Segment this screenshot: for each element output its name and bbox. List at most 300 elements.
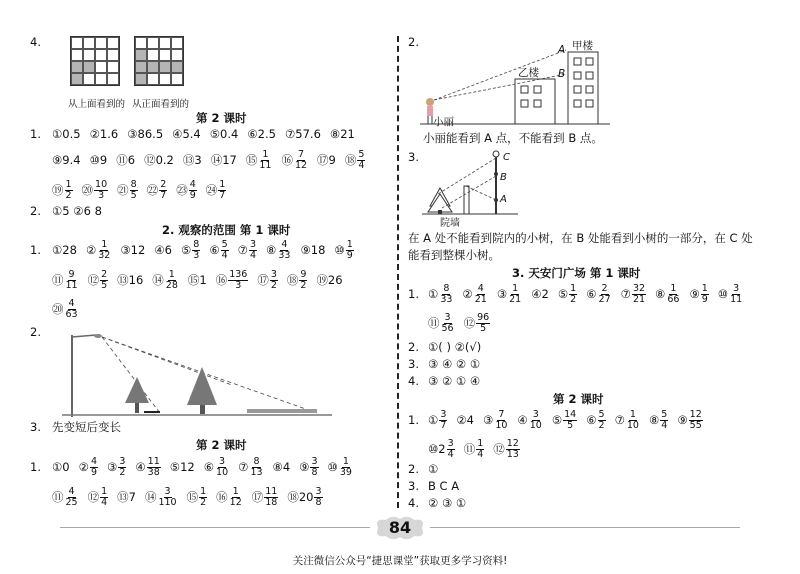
tree-icon <box>187 367 217 414</box>
answer-row <box>408 490 466 516</box>
grid-cell <box>95 73 107 85</box>
answer-item <box>299 457 318 478</box>
grid-cell <box>171 49 183 61</box>
footer-rule <box>60 527 370 528</box>
fraction <box>258 150 272 171</box>
fraction <box>189 180 197 201</box>
denominator: 4 <box>249 249 257 261</box>
answer-row <box>52 484 332 510</box>
answer-index: ② <box>85 243 97 257</box>
answer-index: ⑧4 <box>272 460 291 474</box>
denominator: 9 <box>189 189 196 201</box>
grid-cell <box>71 61 83 73</box>
fraction <box>100 487 108 508</box>
numerator: 5 <box>598 408 605 420</box>
fraction <box>65 270 79 291</box>
point-a: A <box>558 44 566 56</box>
answer-index: ⑩ <box>717 287 729 301</box>
answer-item <box>689 284 708 305</box>
numerator: 1 <box>570 282 577 294</box>
answer-item <box>316 272 342 288</box>
denominator: 3 <box>235 279 242 291</box>
answer-index: ⑮ <box>186 490 199 504</box>
denominator: 12 <box>294 159 308 171</box>
fraction <box>569 284 577 305</box>
numerator: 3 <box>119 455 126 467</box>
grid-cell <box>83 49 95 61</box>
section-title: 第 2 课时 <box>553 392 604 406</box>
answer-index: ⑮ <box>245 153 258 167</box>
answer-item <box>216 270 249 291</box>
answer-item <box>428 410 447 431</box>
point-c: C <box>503 152 510 163</box>
fraction <box>270 270 278 291</box>
answer-index: ① <box>428 413 439 427</box>
answer-row <box>408 368 480 394</box>
numerator: 8 <box>443 282 450 294</box>
answer-item <box>120 243 145 257</box>
denominator: 2 <box>598 419 605 431</box>
answer-item <box>464 439 485 460</box>
answer-index: ⑰ <box>257 273 269 287</box>
answer-item <box>586 410 605 431</box>
grid-cell <box>135 73 147 85</box>
fraction <box>264 487 278 508</box>
answer-index: ⑯ <box>215 273 228 287</box>
section-title: 第 2 课时 <box>196 111 247 125</box>
question-number: 1. <box>408 287 419 301</box>
answer-item <box>287 487 322 508</box>
answer-item <box>252 487 279 508</box>
grid-cell <box>95 37 107 49</box>
answer-item: ⑨9.4 <box>52 153 81 167</box>
question-number: 1. <box>408 413 419 427</box>
answer-item: ⑭17 <box>210 153 237 167</box>
numerator: 1 <box>346 238 353 250</box>
person-label: 小丽 <box>433 116 454 128</box>
fraction <box>249 457 263 478</box>
fraction <box>598 284 612 305</box>
answer-index: ③ <box>483 413 494 427</box>
answer-index: ⑥ <box>209 243 220 257</box>
grid-cell <box>171 61 183 73</box>
denominator: 11 <box>730 293 743 305</box>
numerator: 3 <box>164 485 171 497</box>
numerator: 8 <box>193 238 200 250</box>
numerator: 5 <box>661 408 668 420</box>
fraction <box>626 410 640 431</box>
page-number: 84 <box>388 518 412 537</box>
answer-index: ⑱20 <box>287 490 314 504</box>
numerator: 8 <box>253 455 260 467</box>
numerator: 4 <box>281 238 288 250</box>
answer-index: ⑦ <box>237 243 248 257</box>
denominator: 21 <box>474 293 487 305</box>
answer-text: ② ③ ① <box>428 496 467 510</box>
numerator: 32 <box>632 282 646 294</box>
denominator: 56 <box>441 322 454 334</box>
answer-row <box>428 310 499 336</box>
denominator: 10 <box>529 419 542 431</box>
answer-item <box>273 460 291 474</box>
denominator: 28 <box>165 279 178 291</box>
numerator: 14 <box>564 408 577 420</box>
answer-item <box>621 284 646 305</box>
numerator: 12 <box>506 437 519 449</box>
numerator: 11 <box>147 455 160 467</box>
fraction <box>632 284 646 305</box>
answer-item <box>135 457 160 478</box>
question-number: 2. <box>408 462 419 476</box>
grid-cell <box>135 49 147 61</box>
denominator: 3 <box>193 249 200 261</box>
answer-item: ⑦57.6 <box>284 127 321 141</box>
answer-item <box>266 240 291 261</box>
grid-cell <box>147 73 159 85</box>
fraction <box>299 270 307 291</box>
q3-label: 3. <box>408 150 419 164</box>
fraction <box>228 270 248 291</box>
answer-item <box>246 150 273 171</box>
denominator: 110 <box>158 496 177 508</box>
fraction <box>65 487 79 508</box>
denominator: 4 <box>661 419 668 431</box>
numerator: 8 <box>130 178 137 190</box>
answer-item <box>187 487 208 508</box>
question-number: 3. <box>408 357 419 371</box>
grid-cell <box>83 61 95 73</box>
answer-row <box>30 198 102 224</box>
answer-item <box>649 410 668 431</box>
question-number: 1. <box>30 460 41 474</box>
grid-cell <box>147 61 159 73</box>
answer-index: ⑦ <box>614 413 625 427</box>
denominator: 10 <box>216 466 229 478</box>
fraction <box>476 313 490 334</box>
fraction <box>474 284 488 305</box>
answer-index: ③ <box>107 460 118 474</box>
section-title: 3. 天安门广场 第 1 课时 <box>512 266 641 280</box>
answer-index: ⑪ <box>52 490 64 504</box>
numerator: 1 <box>701 282 708 294</box>
answer-index: ② <box>462 287 473 301</box>
answer-index: ⑪ <box>52 273 64 287</box>
denominator: 4 <box>101 496 108 508</box>
answer-index: ⑥ <box>586 413 597 427</box>
answer-row <box>52 147 374 173</box>
denominator: 4 <box>221 249 228 261</box>
answer-index: ⑨ <box>299 460 310 474</box>
numerator: 4 <box>477 282 484 294</box>
answer-item <box>257 270 278 291</box>
denominator: 10 <box>626 419 639 431</box>
front-view-grid <box>134 36 184 86</box>
answer-index: ②4 <box>456 413 474 427</box>
building-b <box>515 79 555 124</box>
answer-index: ㉒ <box>146 183 159 197</box>
fraction <box>192 240 200 261</box>
answer-item <box>206 180 227 201</box>
grid-cell <box>83 73 95 85</box>
answer-index: ⑫ <box>463 316 476 330</box>
page-number-badge <box>370 514 430 542</box>
answer-item <box>655 284 680 305</box>
fraction <box>494 410 508 431</box>
numerator: 1 <box>629 408 636 420</box>
denominator: 9 <box>346 249 353 261</box>
lamp-icon <box>94 334 102 338</box>
grid-cell <box>107 61 119 73</box>
denominator: 2 <box>300 279 307 291</box>
fraction <box>506 439 520 460</box>
footer-text: 关注微信公众号“捷思课堂”获取更多学习资料! <box>292 555 508 567</box>
answer-item: ⑤0.4 <box>209 127 239 141</box>
answer-index: ⑫ <box>87 273 100 287</box>
answer-index: ⑱ <box>286 273 299 287</box>
answer-index: ⑰9 <box>317 153 336 167</box>
fraction <box>729 284 743 305</box>
column-divider <box>397 36 399 508</box>
numerator: 3 <box>733 282 740 294</box>
fraction <box>130 180 138 201</box>
answer-index: ⑫ <box>87 490 100 504</box>
answer-item <box>334 240 353 261</box>
answer-item <box>428 284 453 305</box>
question-number: 2. <box>408 340 419 354</box>
answer-row <box>30 414 121 440</box>
q2-answer: 小丽能看到 A 点，不能看到 B 点。 <box>423 131 603 145</box>
answer-index: ⑤ <box>551 413 563 427</box>
answer-item <box>552 410 577 431</box>
q3-answer-line1: 在 A 处不能看到院内的小树，在 B 处能看到小树的一部分，在 C 处 <box>408 231 753 245</box>
q2-label: 2. <box>408 35 419 49</box>
grid-cell <box>171 73 183 85</box>
answer-item: ①0.5 <box>52 127 81 141</box>
question-number: 1. <box>30 243 41 257</box>
answer-item <box>117 180 138 201</box>
denominator: 33 <box>440 293 453 305</box>
point-b: B <box>558 68 566 80</box>
denominator: 2 <box>65 189 72 201</box>
streetlight-diagram <box>62 325 337 420</box>
answer-row <box>52 296 88 322</box>
numerator: 7 <box>297 148 304 160</box>
answer-text: ①5 ②6 8 <box>52 204 102 218</box>
numerator: 3 <box>249 238 257 250</box>
answer-item: ②1.6 <box>89 127 119 141</box>
answer-index: ⑪ <box>463 442 476 456</box>
denominator: 27 <box>598 293 611 305</box>
numerator: 1 <box>670 282 677 294</box>
fraction <box>666 284 680 305</box>
numerator: 3 <box>444 311 451 323</box>
answer-item <box>88 270 109 291</box>
answer-item <box>188 272 207 288</box>
answer-index: ③12 <box>120 243 146 257</box>
denominator: 7 <box>160 189 167 201</box>
answer-item <box>558 284 577 305</box>
building-b-label: 乙楼 <box>518 67 539 79</box>
answer-index: ⑧ <box>648 413 660 427</box>
answer-item <box>86 240 111 261</box>
answer-index: ⑨ <box>689 287 700 301</box>
front-view-caption: 从正面看到的 <box>132 99 190 110</box>
numerator: 4 <box>90 455 97 467</box>
denominator: 2 <box>570 293 577 305</box>
denominator: 3 <box>98 189 105 201</box>
question-number: 3. <box>30 420 41 434</box>
numerator: 3 <box>447 437 454 449</box>
denominator: 13 <box>250 466 263 478</box>
answer-item <box>345 150 366 171</box>
answer-item <box>718 284 743 305</box>
fraction <box>147 457 161 478</box>
answer-index: ⑦ <box>238 460 249 474</box>
answer-index: ⑯ <box>216 490 228 504</box>
answer-index: ⑨18 <box>300 243 326 257</box>
numerator: 136 <box>229 268 248 280</box>
answer-item <box>117 272 143 288</box>
denominator: 39 <box>339 466 352 478</box>
denominator: 9 <box>701 293 708 305</box>
answer-item: ⑪6 <box>116 153 136 167</box>
wall <box>464 186 469 214</box>
numerator: 1 <box>342 455 349 467</box>
answer-item <box>493 439 520 460</box>
numerator: 5 <box>358 148 365 160</box>
grid-cell <box>107 37 119 49</box>
answer-item <box>300 243 325 257</box>
denominator: 11 <box>259 159 272 171</box>
grid-cell <box>171 37 183 49</box>
fraction <box>439 410 447 431</box>
fraction <box>229 487 243 508</box>
answer-index: ①0 <box>52 460 70 474</box>
q3-answer-line2: 能看到整棵小树。 <box>408 248 500 262</box>
answer-item: ⑥2.5 <box>247 127 276 141</box>
answer-item <box>152 270 179 291</box>
numerator: 2 <box>160 178 167 190</box>
fraction <box>277 240 291 261</box>
building-a-label: 甲楼 <box>572 40 593 52</box>
denominator: 33 <box>278 249 291 261</box>
denominator: 11 <box>65 279 78 291</box>
answer-index: ⑧ <box>655 287 666 301</box>
answer-index: ㉓ <box>176 183 188 197</box>
answer-text: ①( ) ②(√) <box>428 340 482 354</box>
fraction <box>157 487 177 508</box>
denominator: 5 <box>480 322 487 334</box>
answer-index: ⑪ <box>428 316 440 330</box>
answer-item <box>154 243 172 257</box>
answer-item <box>52 270 79 291</box>
numerator: 4 <box>68 297 75 309</box>
answer-item <box>287 270 308 291</box>
answer-item <box>176 180 197 201</box>
answer-item <box>615 410 640 431</box>
fraction <box>346 240 354 261</box>
answer-item <box>170 460 195 474</box>
answer-row <box>30 454 362 480</box>
answer-item <box>79 457 98 478</box>
answer-index: ⑬7 <box>117 490 136 504</box>
numerator: 11 <box>265 485 278 497</box>
answer-item <box>464 313 491 334</box>
denominator: 5 <box>130 189 137 201</box>
grid-cell <box>135 37 147 49</box>
denominator: 4 <box>358 159 365 171</box>
answer-item <box>328 457 353 478</box>
answer-index: ⑧ <box>266 243 277 257</box>
numerator: 1 <box>168 268 175 280</box>
grid-cell <box>159 61 171 73</box>
numerator: 2 <box>601 282 608 294</box>
grid-cell <box>159 49 171 61</box>
numerator: 1 <box>512 282 519 294</box>
answer-item <box>517 410 542 431</box>
fraction <box>218 180 226 201</box>
answer-row <box>408 281 752 307</box>
answer-row <box>428 436 529 462</box>
answer-item <box>107 457 126 478</box>
numerator: 2 <box>101 268 108 280</box>
answer-item <box>462 284 487 305</box>
fraction <box>65 299 79 320</box>
answer-item <box>216 487 243 508</box>
answer-index: ④ <box>135 460 146 474</box>
grid-cell <box>135 61 147 73</box>
answer-row <box>30 237 363 263</box>
numerator: 3 <box>219 455 226 467</box>
numerator: 9 <box>300 268 307 280</box>
denominator: 32 <box>98 249 111 261</box>
answer-item <box>238 457 263 478</box>
fraction <box>118 457 126 478</box>
answer-text: ③ ④ ② ① <box>428 357 481 371</box>
denominator: 2 <box>200 496 207 508</box>
numerator: 3 <box>270 268 277 280</box>
answer-index: ⑯ <box>281 153 293 167</box>
answer-index: ⑨ <box>677 413 688 427</box>
fraction <box>689 410 703 431</box>
numerator: 1 <box>232 485 239 497</box>
answer-index: ㉔ <box>205 183 218 197</box>
denominator: 13 <box>506 448 519 460</box>
numerator: 4 <box>68 485 75 497</box>
answer-index: ⑥ <box>203 460 215 474</box>
answer-index: ①28 <box>52 243 77 257</box>
denominator: 25 <box>65 496 78 508</box>
section-title: 第 2 课时 <box>196 438 247 452</box>
answer-item <box>483 410 508 431</box>
answer-item <box>52 460 70 474</box>
q2-label: 2. <box>30 325 41 339</box>
answer-index: ⑳ <box>81 183 94 197</box>
fraction <box>294 150 308 171</box>
answer-item <box>531 287 549 301</box>
answer-index: ⑲ <box>52 183 64 197</box>
fraction <box>90 457 98 478</box>
shadow <box>247 409 317 413</box>
point-b: B <box>500 172 507 183</box>
tree-icon <box>125 377 149 413</box>
top-view-grid <box>70 36 120 86</box>
answer-item <box>456 413 474 427</box>
grid-cell <box>107 49 119 61</box>
answer-item <box>281 150 308 171</box>
answer-item <box>317 152 336 168</box>
answer-row <box>52 267 352 293</box>
